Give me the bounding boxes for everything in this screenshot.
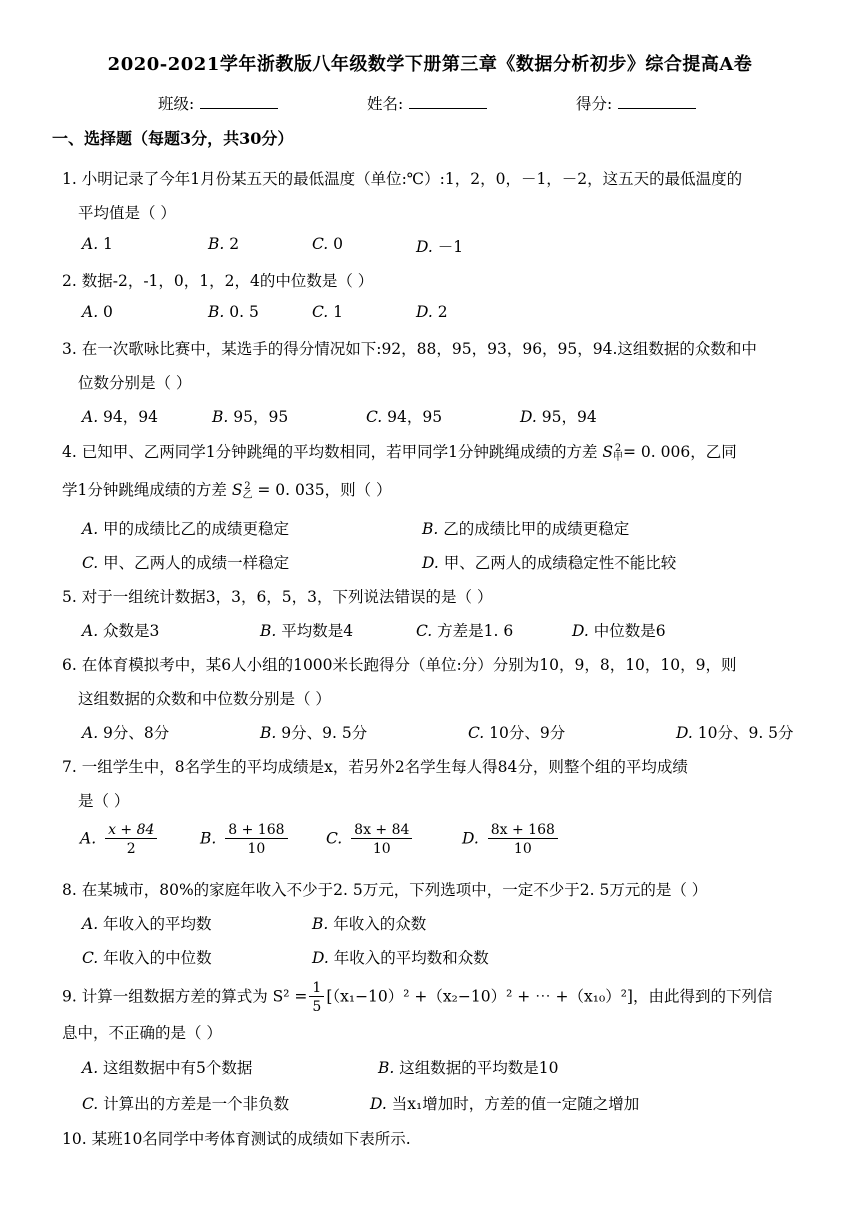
q3-option-c: C. 94，95: [366, 408, 443, 426]
q7-option-a: [80, 822, 161, 857]
q4-text-1a: 4. 已知甲、乙两同学1分钟跳绳的平均数相同，若甲同学1分钟跳绳成绩的方差: [62, 443, 598, 461]
q9-option-c: C. 计算出的方差是一个非负数: [82, 1095, 290, 1113]
q9-text-1a: 9. 计算一组数据方差的算式为 S² =: [62, 987, 308, 1006]
q8-option-d: D. 年收入的平均数和众数: [312, 949, 489, 967]
q8-option-c: C. 年收入的中位数: [82, 949, 212, 967]
class-label: 班级:: [158, 95, 195, 113]
q7-d-fraction: [488, 822, 558, 857]
q7-option-c: [326, 822, 416, 857]
document-title: 2020-2021学年浙教版八年级数学下册第三章《数据分析初步》综合提高A卷: [107, 54, 753, 75]
q6-stem-line1: 6. 在体育模拟考中，某6人小组的1000米长跑得分（单位:分）分别为10，9，8，10，10，9，则: [62, 656, 737, 674]
q7-option-b: [200, 822, 292, 857]
q4-text-2a: 学1分钟跳绳成绩的方差: [62, 481, 227, 499]
q6-option-c: C. 10分、9分: [468, 724, 566, 742]
q9-option-b: B. 这组数据的平均数是10: [378, 1059, 559, 1077]
q7-b-den: 10: [247, 841, 266, 857]
q6-stem-line2: 这组数据的众数和中位数分别是（ ）: [78, 690, 331, 708]
q2-stem: 2. 数据-2，-1，0，1，2，4的中位数是（ ）: [62, 272, 374, 290]
q4-s-yi: S: [231, 481, 243, 499]
q7-b-num: 8 + 168: [225, 822, 287, 839]
q1-stem-line1: 1. 小明记录了今年1月份某五天的最低温度（单位:℃）:1，2，0，－1，－2，这五天的最低温度的: [62, 170, 743, 188]
q4-sub-yi: 乙: [242, 490, 253, 501]
q4-sup-jia: 2: [614, 443, 622, 454]
q2-option-a: A. 0: [82, 303, 113, 321]
q4-option-c: C. 甲、乙两人的成绩一样稳定: [82, 554, 290, 572]
q8-stem: 8. 在某城市，80%的家庭年收入不少于2. 5万元，下列选项中，一定不少于2. 5万元的是（ ）: [62, 881, 708, 899]
q4-stem-line1: [62, 440, 737, 462]
q4-text-2b: = 0. 035，则（ ）: [257, 481, 392, 499]
q7-c-num: 8x + 84: [351, 822, 412, 839]
q5-option-d: D. 中位数是6: [572, 622, 666, 640]
q4-text-1b: = 0. 006，乙同: [623, 443, 737, 461]
q3-option-a: A. 94，94: [82, 408, 158, 426]
q2-option-d: D. 2: [416, 303, 448, 321]
q2-option-b: B. 0. 5: [208, 303, 259, 321]
q1-option-d: D. －1: [416, 238, 464, 256]
q1-option-c: C. 0: [312, 235, 344, 253]
q8-option-a: A. 年收入的平均数: [82, 915, 212, 933]
q7-a-label: A.: [80, 829, 97, 848]
score-field: [576, 92, 696, 114]
q7-d-label: D.: [462, 829, 479, 848]
q9-stem-line2: 息中，不正确的是（ ）: [62, 1024, 222, 1042]
q1-stem-line2: 平均值是（ ）: [78, 204, 176, 222]
q9-frac-den: 5: [312, 999, 322, 1015]
q6-option-a: A. 9分、8分: [82, 724, 170, 742]
q1-option-a: A. 1: [82, 235, 113, 253]
q3-option-b: B. 95，95: [212, 408, 289, 426]
q7-d-num: 8x + 168: [488, 822, 558, 839]
q7-c-label: C.: [326, 829, 343, 848]
q7-d-den: 10: [513, 841, 532, 857]
class-field: [158, 92, 278, 114]
q7-b-label: B.: [200, 829, 217, 848]
q7-c-fraction: [351, 822, 412, 857]
section-heading: 一、选择题（每题3分，共30分）: [52, 129, 294, 148]
q4-option-a: A. 甲的成绩比乙的成绩更稳定: [82, 520, 290, 538]
q5-option-b: B. 平均数是4: [260, 622, 354, 640]
q3-option-d: D. 95，94: [520, 408, 597, 426]
q9-text-1b: [（x₁−10）² +（x₂−10）² + ⋯ +（x₁₀）²]，由此得到的下列信: [326, 987, 773, 1006]
q7-stem-line2: 是（ ）: [78, 792, 130, 810]
name-label: 姓名:: [367, 95, 404, 113]
q4-option-b: B. 乙的成绩比甲的成绩更稳定: [422, 520, 630, 538]
q9-option-a: A. 这组数据中有5个数据: [82, 1059, 253, 1077]
q7-a-num: x + 84: [105, 822, 157, 839]
q4-stem-line2: [62, 478, 392, 500]
name-blank: [409, 94, 487, 109]
q3-stem-line1: 3. 在一次歌咏比赛中，某选手的得分情况如下:92，88，95，93，96，95，94.这组数据的众数和中: [62, 340, 757, 358]
q6-option-d: D. 10分、9. 5分: [676, 724, 794, 742]
q4-option-d: D. 甲、乙两人的成绩稳定性不能比较: [422, 554, 677, 572]
q1-option-b: B. 2: [208, 235, 240, 253]
q6-option-b: B. 9分、9. 5分: [260, 724, 368, 742]
q10-stem: 10. 某班10名同学中考体育测试的成绩如下表所示.: [62, 1130, 411, 1148]
q7-b-fraction: [225, 822, 287, 857]
q9-frac-num: 1: [309, 980, 324, 997]
q2-option-c: C. 1: [312, 303, 344, 321]
q5-stem: 5. 对于一组统计数据3，3，6，5，3，下列说法错误的是（ ）: [62, 588, 493, 606]
q4-sup-yi: 2: [244, 481, 251, 492]
q4-s-jia: S: [602, 443, 614, 461]
class-blank: [200, 94, 278, 109]
q8-option-b: B. 年收入的众数: [312, 915, 427, 933]
q3-stem-line2: 位数分别是（ ）: [78, 374, 192, 392]
q4-sub-jia: 甲: [613, 452, 624, 463]
q9-stem-line1: [62, 980, 772, 1015]
q5-option-a: A. 众数是3: [82, 622, 160, 640]
name-field: [367, 92, 487, 114]
q7-stem-line1: 7. 一组学生中，8名学生的平均成绩是x，若另外2名学生每人得84分，则整个组的平均成绩: [62, 758, 688, 776]
score-label: 得分:: [576, 95, 613, 113]
q9-option-d: D. 当x₁增加时，方差的值一定随之增加: [370, 1095, 640, 1113]
q9-fraction: [309, 980, 324, 1015]
q5-option-c: C. 方差是1. 6: [416, 622, 514, 640]
q7-c-den: 10: [372, 841, 391, 857]
q7-a-fraction: [105, 822, 157, 857]
score-blank: [618, 94, 696, 109]
q7-a-den: 2: [126, 841, 136, 857]
q7-option-d: [462, 822, 562, 857]
